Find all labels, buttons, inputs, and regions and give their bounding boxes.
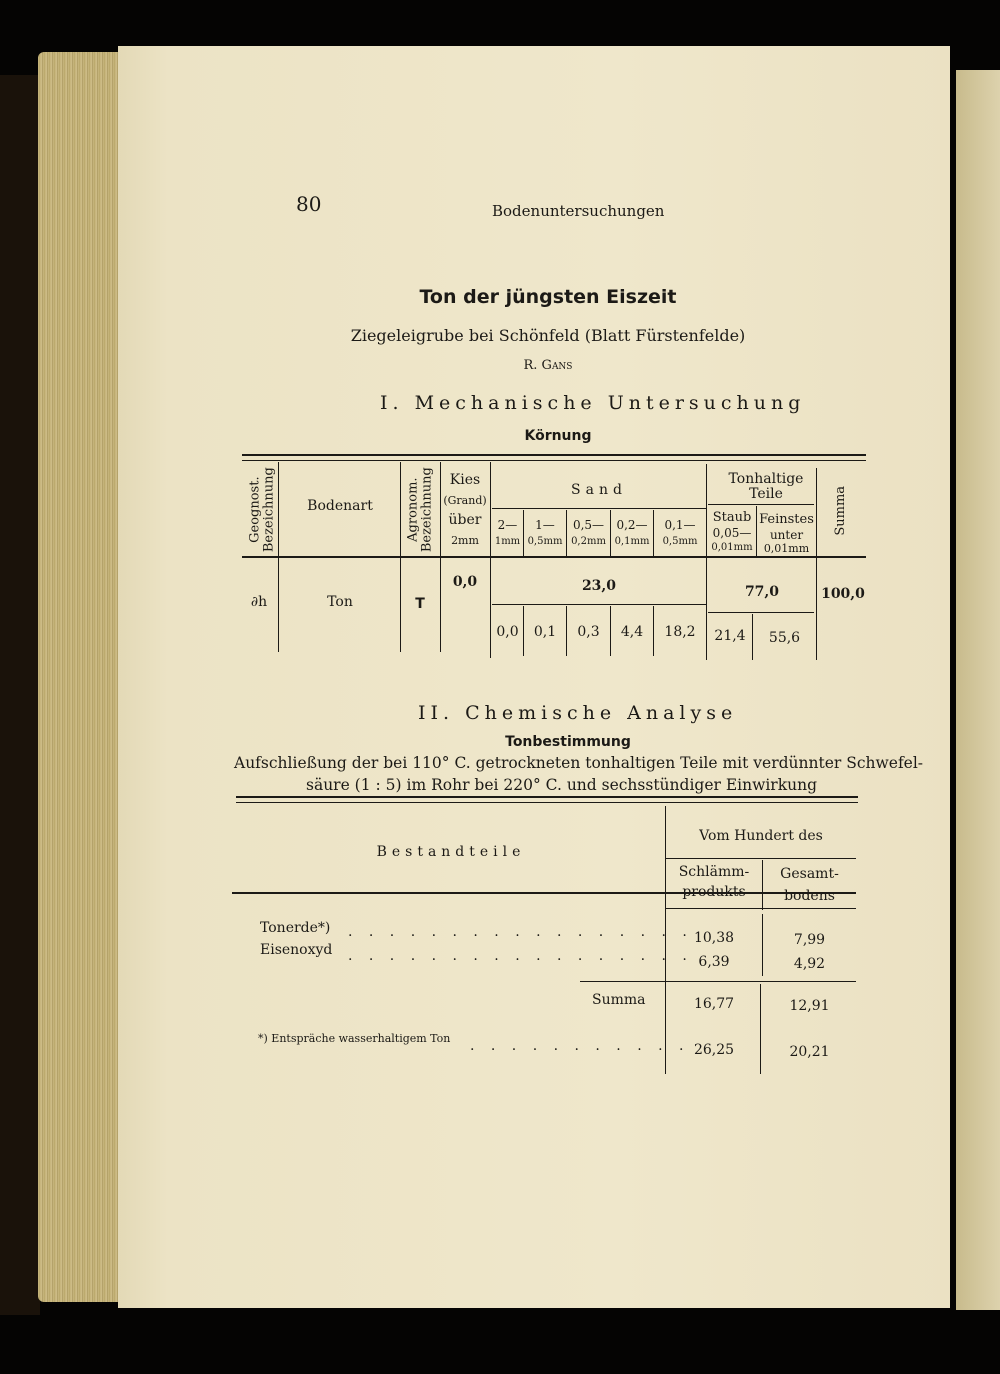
- header-summa: Summa: [833, 485, 849, 536]
- section1-heading: I. Mechanische Untersuchung: [380, 392, 806, 414]
- analysis-description-cont: säure (1 : 5) im Rohr bei 220° C. und sechsstündiger Einwirkung: [306, 776, 818, 794]
- book-binding-dark: [0, 75, 40, 1315]
- author: R. Gans: [523, 358, 573, 373]
- header-tonhaltige: Tonhaltige Teile: [728, 471, 804, 503]
- row-sand-total: 23,0: [581, 578, 617, 594]
- page-number: 80: [296, 192, 322, 216]
- leader-dots: . . . . . . . . . . . . . . . . .: [348, 924, 693, 940]
- row-agronom: T: [415, 596, 425, 612]
- row-label-eisenoxyd: Eisenoxyd: [260, 942, 333, 958]
- running-title: Bodenuntersuchungen: [492, 202, 665, 220]
- main-title: Ton der jüngsten Eiszeit: [419, 286, 677, 308]
- section2-subheading: Tonbestimmung: [505, 734, 631, 750]
- facing-page-edge: [956, 70, 1000, 1310]
- row-geognost: ∂h: [250, 594, 268, 610]
- row-summa: 100,0: [821, 586, 865, 602]
- row-label-tonerde: Tonerde*): [260, 920, 331, 936]
- leader-dots: . . . . . . . . . . . . . . . . .: [348, 948, 693, 964]
- header-agronom: Agronom. Bezeichnung: [405, 467, 434, 553]
- header-bodenart: Bodenart: [307, 498, 373, 514]
- header-bestandteile: Bestandteile: [376, 844, 526, 860]
- analysis-description: Aufschließung der bei 110° C. getrockneten tonhaltigen Teile mit verdünnter Schwefel-: [234, 754, 924, 772]
- book-page: 80 Bodenuntersuchungen Ton der jüngsten Eiszeit Ziegeleigrube bei Schönfeld (Blatt Fürstenfelde) R. Gans I. Mechanische Untersuchung Körnung Geognost. Bezeichnung Bodenart Agronom. Bezeichnung Kies (Grand) über 2mm Sand 2— 1mm 1— 0,5mm 0,5— 0,2mm 0,2— 0,1mm 0,1— 0,5mm Tonhaltige Teile Staub 0,05— 0,01mm Feinstes unter 0,01mm Summa ∂h Ton T 0,0 23,0 0,0 0,1 0,3 4,4 18,2 77,0 21,4 55,6 100,0 II. Chemische Analyse Tonbestimmung Aufschließung der bei 110° C. getrockneten tonhaltigen Teile mit verdünnter Schwefel- säure (1 : 5) im Rohr bei 220° C. und sechsstündiger Einwirkung Bestandteile Vom Hundert des Schlämm- produkts Gesamt- bodens Tonerde*) . . . . . . . . . . . . . . . . . 10,38 7,99 Eisenoxyd . . . . . . . . . . . . . . . . . 6,39 4,92 Summa 16,77 12,91 *) Entspräche wasserhaltigem Ton . . . . . . . . . . . 26,25 20,21: [118, 46, 950, 1308]
- section1-subheading: Körnung: [524, 428, 592, 444]
- header-geognost: Geognost. Bezeichnung: [247, 467, 276, 553]
- section2-heading: II. Chemische Analyse: [418, 702, 738, 724]
- row-kies: 0,0: [452, 574, 478, 590]
- book-page-edges: [38, 52, 120, 1302]
- row-ton-total: 77,0: [744, 584, 780, 600]
- row-bodenart: Ton: [327, 594, 353, 610]
- location-subtitle: Ziegeleigrube bei Schönfeld (Blatt Fürstenfelde): [350, 326, 746, 345]
- leader-dots: . . . . . . . . . . .: [470, 1038, 690, 1054]
- header-sand: Sand: [571, 482, 627, 498]
- header-vom-hundert: Vom Hundert des: [699, 828, 823, 844]
